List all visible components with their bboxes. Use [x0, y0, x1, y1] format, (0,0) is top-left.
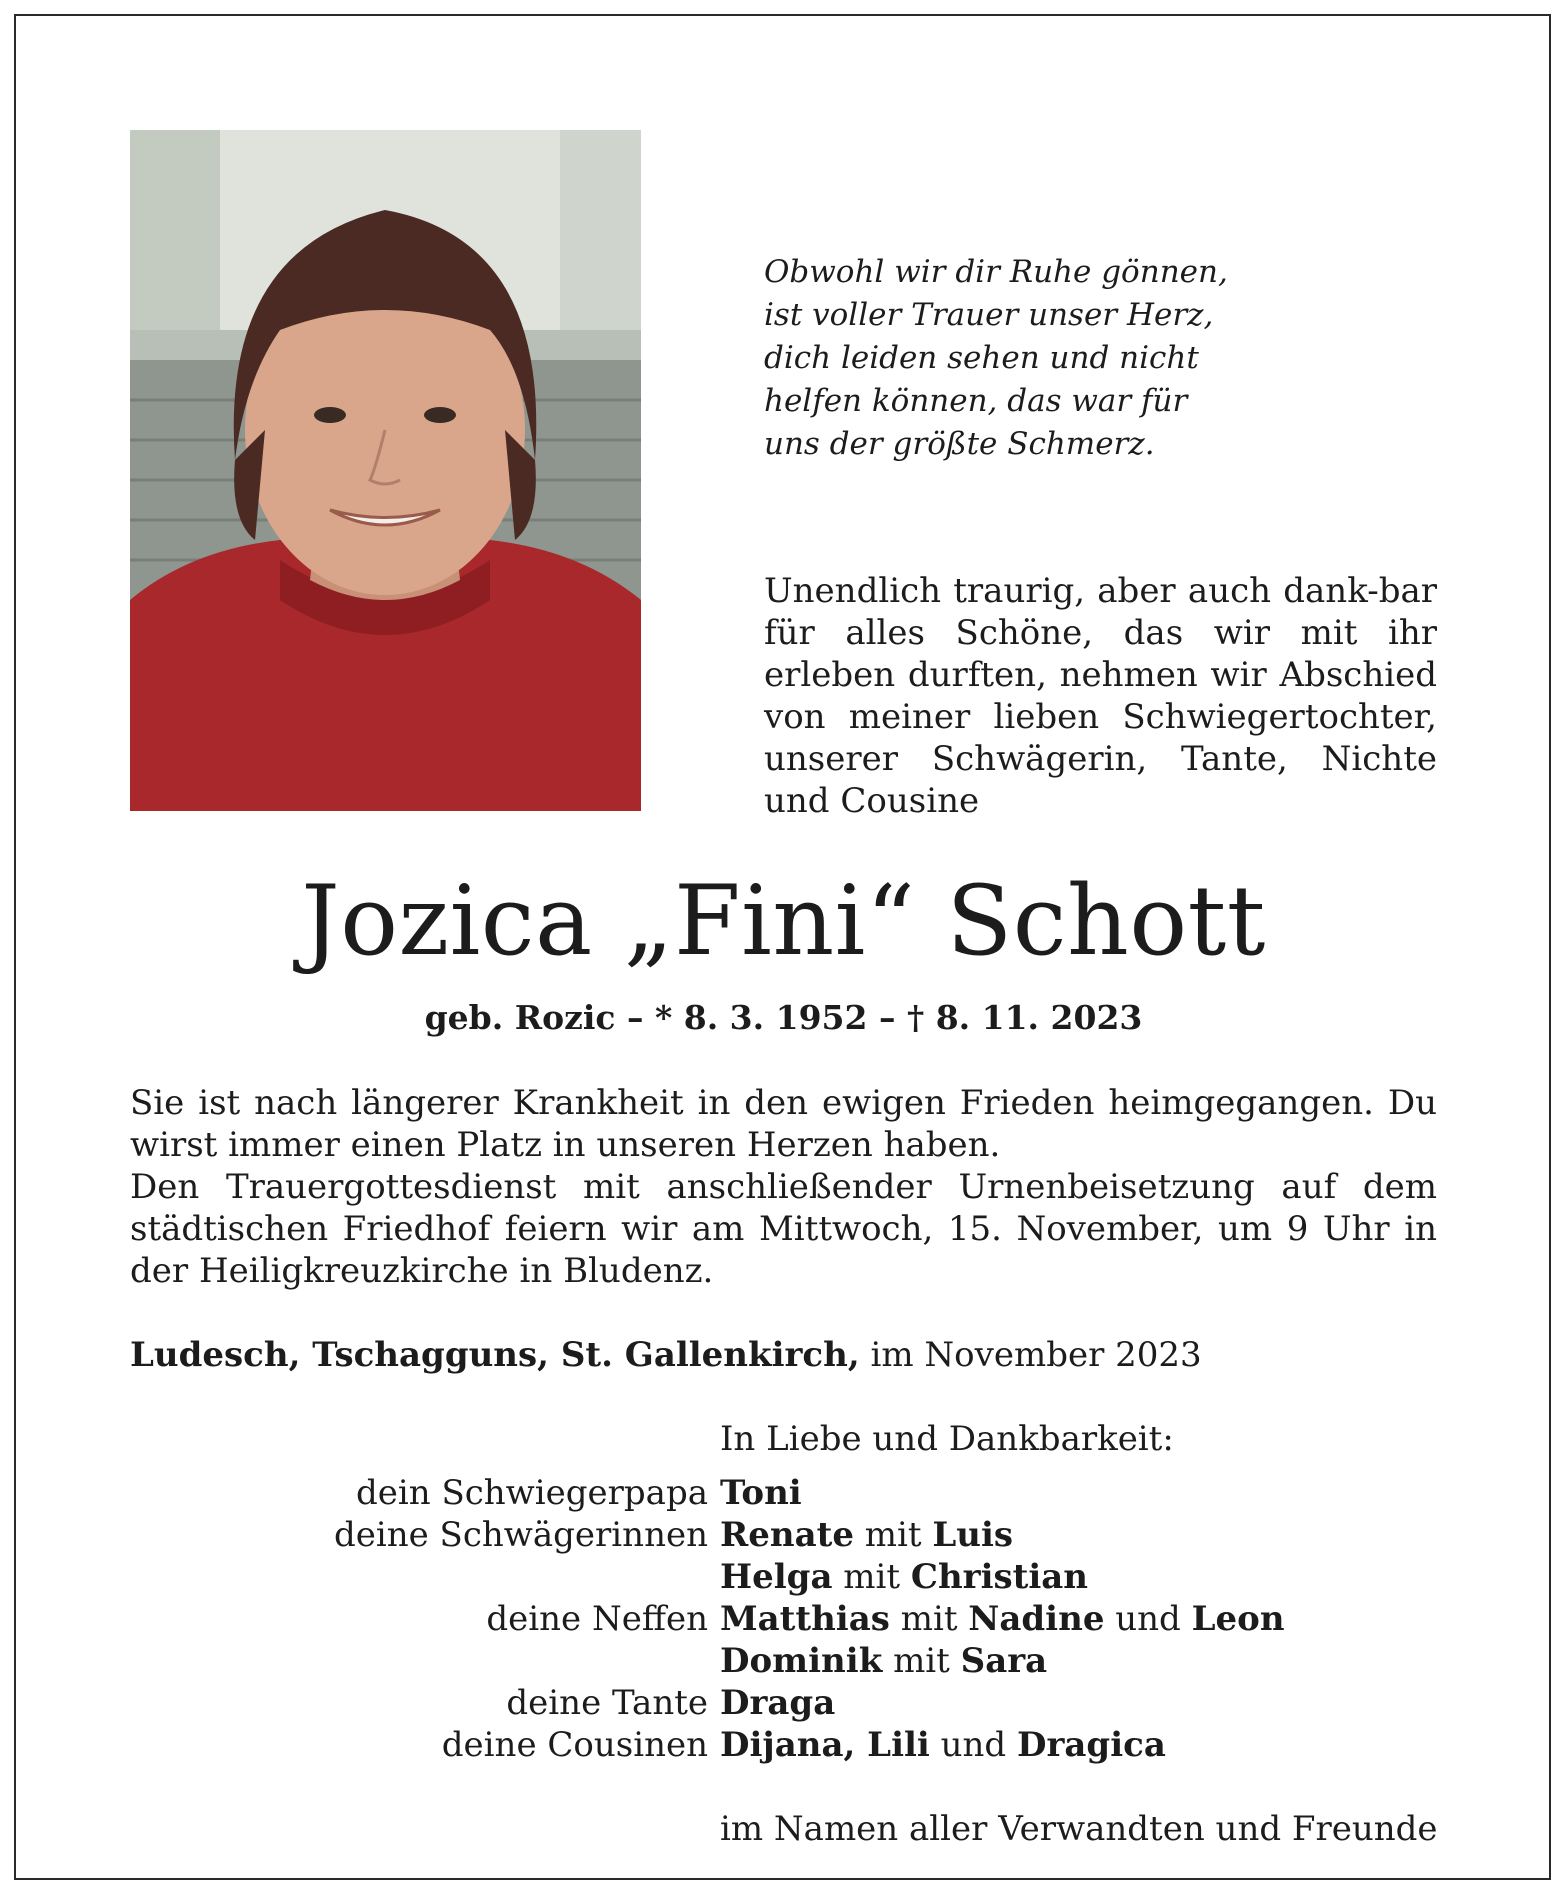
family-relation: deine Tante	[506, 1683, 708, 1723]
signature-heading: In Liebe und Dankbarkeit:	[720, 1419, 1174, 1459]
family-row	[130, 1598, 1285, 1640]
family-connector: mit	[843, 1557, 901, 1597]
family-name: Leon	[1191, 1599, 1285, 1639]
family-row	[130, 1472, 1285, 1514]
family-relation: deine Schwägerinnen	[333, 1515, 708, 1555]
location-places: Ludesch, Tschagguns, St. Gallenkirch,	[130, 1335, 860, 1375]
family-connector: und	[940, 1725, 1007, 1765]
family-name: Helga	[720, 1557, 833, 1597]
family-relation	[130, 1640, 720, 1682]
farewell-intro: Unendlich traurig, aber auch dank-bar für alles Schöne, das wir mit ihr erleben durften, nehmen wir Abschied von meiner lieben Schwiegertochter, unserer Schwägerin, Tante, Nichte und Cousine	[764, 571, 1437, 821]
family-connector: und	[1115, 1599, 1181, 1639]
family-name: Christian	[910, 1557, 1089, 1597]
family-connector: mit	[900, 1599, 958, 1639]
location-date: im November 2023	[870, 1335, 1202, 1375]
family-name: Dijana, Lili	[720, 1725, 930, 1765]
family-connector: mit	[893, 1641, 950, 1681]
family-row	[130, 1514, 1285, 1556]
family-connector: mit	[864, 1515, 922, 1555]
family-row	[130, 1640, 1285, 1682]
deceased-name: Jozica „Fini“ Schott	[301, 865, 1266, 977]
life-dates: geb. Rozic – * 8. 3. 1952 – † 8. 11. 2023	[424, 998, 1143, 1037]
family-name: Draga	[720, 1683, 836, 1723]
announcement-paragraph: Sie ist nach längerer Krankheit in den ewigen Frieden heimgegangen. Du wirst immer einen Platz in unseren Herzen haben.	[130, 1083, 1437, 1165]
memorial-poem: Obwohl wir dir Ruhe gönnen, ist voller Trauer unser Herz, dich leiden sehen und nicht helfen können, das war für uns der größte Schmerz.	[764, 254, 1228, 462]
family-name: Luis	[932, 1515, 1014, 1555]
family-relation: deine Cousinen	[441, 1725, 708, 1765]
family-row	[130, 1556, 1285, 1598]
portrait-photo	[130, 130, 641, 811]
family-row	[130, 1682, 1285, 1724]
family-relation	[130, 1556, 720, 1598]
family-list	[130, 1472, 1285, 1766]
family-row	[130, 1724, 1285, 1766]
family-name: Toni	[720, 1473, 802, 1513]
location-date-line	[130, 1334, 1202, 1376]
family-relation: dein Schwiegerpapa	[355, 1473, 708, 1513]
announcement-body	[130, 1082, 1437, 1292]
family-relation: deine Neffen	[486, 1599, 708, 1639]
closing-line: im Namen aller Verwandten und Freunde	[720, 1809, 1438, 1849]
family-name: Sara	[960, 1641, 1048, 1681]
family-name: Renate	[720, 1515, 854, 1555]
family-name: Dragica	[1017, 1725, 1166, 1765]
family-name: Dominik	[720, 1641, 883, 1681]
announcement-paragraph: Den Trauergottesdienst mit anschließender Urnenbeisetzung auf dem städtischen Friedhof feiern wir am Mittwoch, 15. November, um 9 Uhr in der Heiligkreuzkirche in Bludenz.	[130, 1167, 1437, 1291]
family-name: Matthias	[720, 1599, 890, 1639]
family-name: Nadine	[968, 1599, 1105, 1639]
